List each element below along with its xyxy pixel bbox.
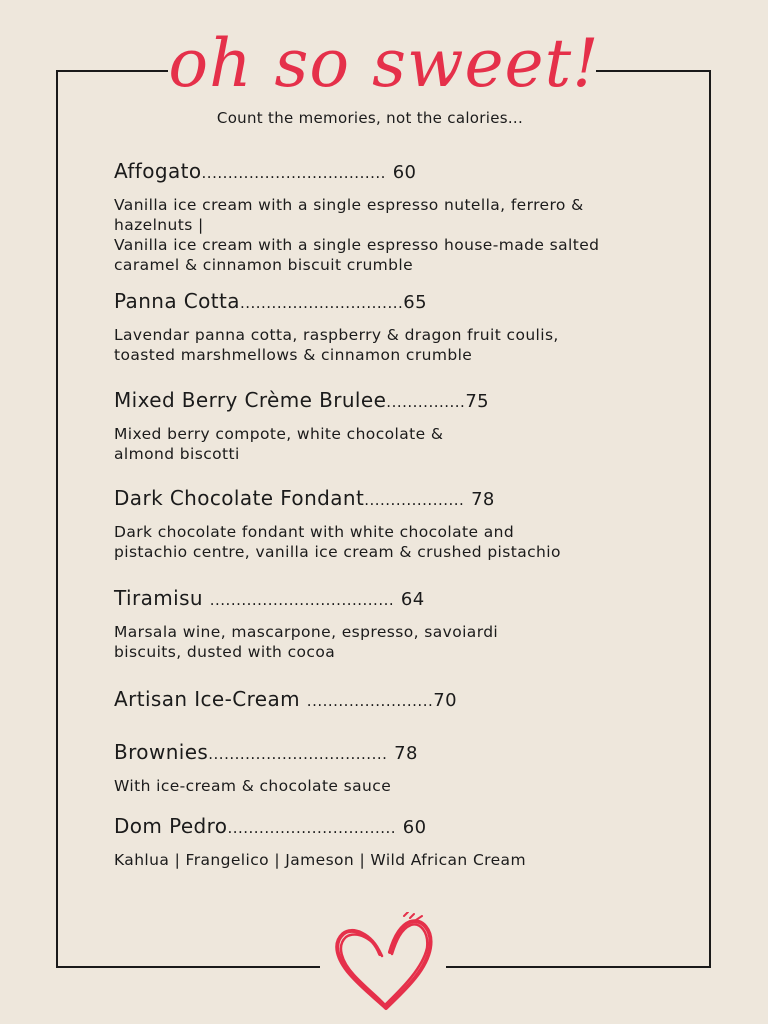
menu-item-heading	[114, 287, 684, 317]
menu-item	[114, 157, 684, 275]
heart-icon	[330, 912, 440, 1014]
menu-title: oh so sweet!	[168, 25, 600, 102]
menu-item-heading	[114, 685, 684, 715]
menu-item-leader-dots: ...............................	[239, 294, 404, 312]
menu-item-description	[114, 325, 684, 365]
description-line: Vanilla ice cream with a single espresso house-made salted	[114, 236, 600, 254]
description-line: almond biscotti	[114, 445, 240, 463]
description-line: toasted marshmellows & cinnamon crumble	[114, 346, 473, 364]
menu-item-name: Dark Chocolate Fondant	[114, 486, 365, 510]
menu-item-leader-dots: ...................................	[201, 164, 386, 182]
menu-item-name: Dom Pedro	[114, 814, 228, 838]
menu-item	[114, 287, 684, 365]
description-line: Lavendar panna cotta, raspberry & dragon fruit coulis,	[114, 326, 559, 344]
menu-item-heading	[114, 386, 684, 416]
menu-item-price: 78	[394, 743, 418, 764]
menu-item-name: Affogato	[114, 159, 202, 183]
menu-item-description	[114, 195, 684, 275]
description-line: caramel & cinnamon biscuit crumble	[114, 256, 414, 274]
menu-item-price: 65	[403, 292, 427, 313]
menu-item-name: Panna Cotta	[114, 289, 240, 313]
menu-item-price: 75	[465, 391, 490, 412]
menu-item-heading	[114, 812, 684, 842]
description-line: Vanilla ice cream with a single espresso nutella, ferrero &	[114, 196, 584, 214]
menu-item-description	[114, 424, 684, 464]
description-line: Marsala wine, mascarpone, espresso, savoiardi	[114, 623, 499, 641]
menu-item-price: 64	[400, 589, 425, 610]
menu-item-description	[114, 622, 684, 662]
menu-item-leader-dots: ...................................	[209, 591, 395, 609]
description-line: biscuits, dusted with cocoa	[114, 643, 336, 661]
menu-item	[114, 584, 684, 662]
menu-tagline: Count the memories, not the calories...	[216, 109, 524, 127]
frame-left-line	[56, 70, 58, 968]
menu-item-heading	[114, 484, 684, 514]
menu-item	[114, 386, 684, 464]
menu-item-name: Tiramisu	[114, 586, 203, 610]
menu-item-leader-dots: ..................................	[208, 745, 388, 763]
description-line: With ice-cream & chocolate sauce	[114, 777, 392, 795]
frame-bottom-left-line	[56, 966, 320, 968]
menu-item-price: 60	[402, 817, 427, 838]
menu-item-price: 70	[433, 690, 457, 711]
menu-item	[114, 484, 684, 562]
menu-item-name: Mixed Berry Crème Brulee	[114, 388, 387, 412]
description-line: hazelnuts |	[114, 216, 204, 234]
menu-item-heading	[114, 738, 684, 768]
menu-item-name: Brownies	[114, 740, 209, 764]
frame-right-line	[709, 70, 711, 968]
menu-item-heading	[114, 157, 684, 187]
description-line: pistachio centre, vanilla ice cream & crushed pistachio	[114, 543, 561, 561]
description-line: Dark chocolate fondant with white chocolate and	[114, 523, 515, 541]
menu-item-price: 78	[471, 489, 495, 510]
menu-item-name: Artisan Ice-Cream	[114, 687, 301, 711]
menu-item-description	[114, 850, 684, 870]
menu-item	[114, 812, 684, 870]
menu-item-description	[114, 522, 684, 562]
menu-item-leader-dots: ........................	[306, 692, 434, 710]
description-line: Mixed berry compote, white chocolate &	[114, 425, 444, 443]
menu-item-leader-dots: ...................	[364, 491, 465, 509]
menu-item	[114, 685, 684, 715]
menu-item-leader-dots: ...............	[386, 393, 466, 411]
menu-item-description	[114, 776, 684, 796]
frame-bottom-right-line	[446, 966, 711, 968]
menu-item-heading	[114, 584, 684, 614]
menu-item-leader-dots: ................................	[227, 819, 397, 837]
menu-item	[114, 738, 684, 796]
description-line: Kahlua | Frangelico | Jameson | Wild African Cream	[114, 851, 526, 869]
menu-item-price: 60	[392, 162, 417, 183]
